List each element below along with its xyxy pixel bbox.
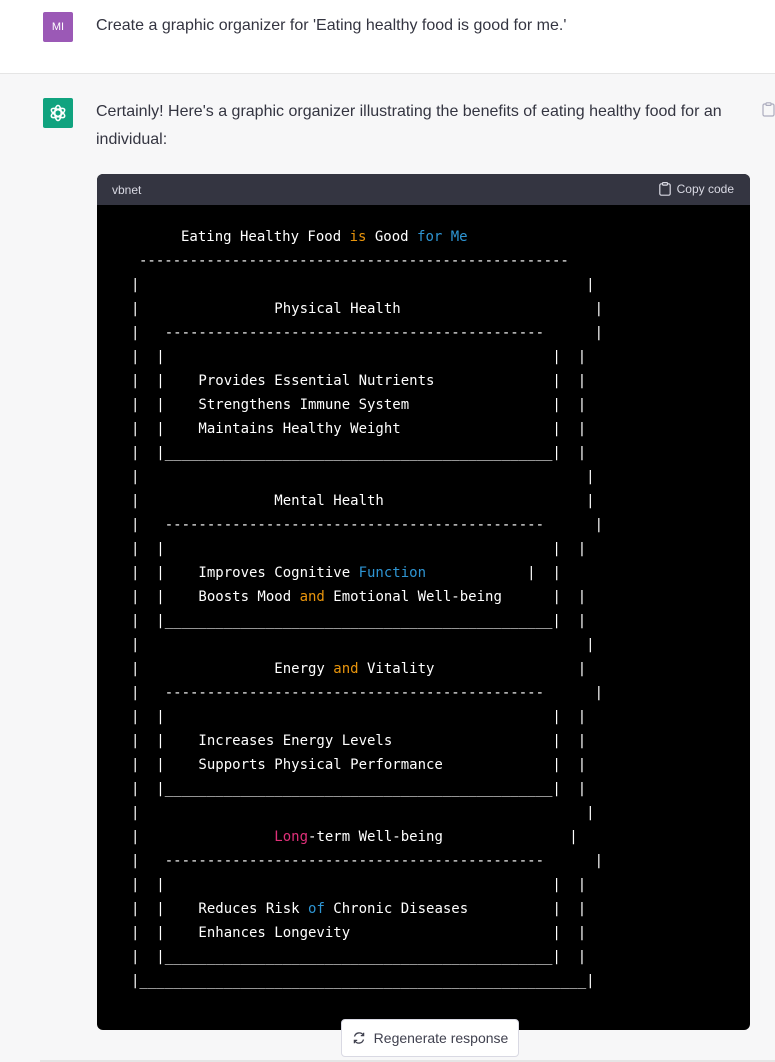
code-token: | | Strengthens Immune System | | [131, 397, 587, 413]
code-token: Function [358, 565, 427, 581]
clipboard-icon [659, 182, 671, 196]
code-token: | | [131, 469, 595, 485]
code-token: Me [450, 229, 468, 245]
clipboard-icon[interactable] [762, 102, 775, 117]
code-token: | | Supports Physical Performance | | [131, 757, 587, 773]
code-line [131, 731, 586, 751]
assistant-avatar [43, 98, 73, 128]
code-token: | --------------------------------------------- | [131, 685, 604, 701]
code-token: |_____________________________________________________| [131, 973, 595, 989]
code-line [181, 227, 468, 247]
code-line [131, 803, 595, 823]
code-line [131, 323, 603, 343]
code-token: | --------------------------------------------- | [131, 325, 604, 341]
code-token: | |______________________________________________| | [131, 949, 587, 965]
code-line [131, 635, 595, 655]
code-token: | Energy [131, 661, 334, 677]
code-line [131, 275, 595, 295]
code-line [131, 947, 586, 967]
code-line [131, 755, 586, 775]
code-line [131, 779, 586, 799]
code-token: | | | | [131, 349, 587, 365]
openai-logo-icon [48, 103, 68, 123]
code-token: | | [131, 805, 595, 821]
code-token: | | Boosts Mood [131, 589, 300, 605]
assistant-message-text: Certainly! Here's a graphic organizer illustrating the benefits of eating healthy food for an individual: [96, 103, 722, 148]
code-line [131, 299, 603, 319]
copy-code-label: Copy code [676, 182, 734, 196]
code-token [442, 229, 450, 245]
code-line [131, 467, 595, 487]
copy-code-button[interactable] [659, 182, 734, 196]
code-token: and [333, 661, 359, 677]
code-token: | | [426, 565, 561, 581]
code-line [131, 875, 586, 895]
code-line [131, 371, 586, 391]
code-line [131, 491, 595, 511]
code-token: for [417, 229, 443, 245]
code-token: | | Maintains Healthy Weight | | [131, 421, 587, 437]
code-token: | | Reduces Risk [131, 901, 309, 917]
code-token: --------------------------------------------------- [139, 253, 569, 269]
code-token: | | [131, 277, 595, 293]
code-token: Good [366, 229, 418, 245]
code-token: | --------------------------------------------- | [131, 853, 604, 869]
code-token: Vitality | [358, 661, 587, 677]
code-token: of [308, 901, 325, 917]
code-line [131, 539, 586, 559]
code-token: | | Provides Essential Nutrients | | [131, 373, 587, 389]
code-token: | --------------------------------------------- | [131, 517, 604, 533]
code-line [131, 707, 586, 727]
code-token: Emotional Well-being | | [324, 589, 587, 605]
code-line [131, 611, 586, 631]
code-token: | |______________________________________________| | [131, 781, 587, 797]
code-token: and [299, 589, 325, 605]
code-token: | [131, 829, 275, 845]
code-line [131, 347, 586, 367]
code-line [131, 587, 586, 607]
code-token: | Mental Health | [131, 493, 595, 509]
user-message-row [0, 0, 775, 74]
code-token: | Physical Health | [131, 301, 604, 317]
code-token: | |______________________________________________| | [131, 445, 587, 461]
code-header [97, 174, 750, 205]
code-line [131, 563, 561, 583]
code-language-label: vbnet [112, 183, 142, 197]
code-token: | | | | [131, 541, 587, 557]
code-token: -term Well-being | [308, 829, 578, 845]
code-line [131, 683, 603, 703]
code-token: | | | | [131, 709, 587, 725]
user-message-text: Create a graphic organizer for 'Eating healthy food is good for me.' [96, 17, 567, 34]
regenerate-label: Regenerate response [373, 1030, 509, 1046]
code-line [131, 419, 586, 439]
code-token: Long [274, 829, 309, 845]
code-block [97, 174, 750, 1030]
code-token: Eating Healthy Food [181, 229, 350, 245]
regenerate-response-button[interactable] [341, 1019, 519, 1057]
code-line [131, 923, 586, 943]
code-token: | |______________________________________________| | [131, 613, 587, 629]
code-token: | | [131, 637, 595, 653]
code-line [131, 395, 586, 415]
code-line [131, 659, 586, 679]
code-line [131, 827, 578, 847]
refresh-icon [352, 1031, 366, 1045]
code-line [131, 899, 586, 919]
code-token: | | Improves Cognitive [131, 565, 359, 581]
user-avatar: MI [43, 12, 73, 42]
code-token: Chronic Diseases | | [324, 901, 587, 917]
code-token: | | Enhances Longevity | | [131, 925, 587, 941]
code-line [131, 971, 595, 991]
code-line [131, 851, 603, 871]
code-token: | | Increases Energy Levels | | [131, 733, 587, 749]
code-line [139, 251, 569, 271]
code-token: is [349, 229, 367, 245]
code-line [131, 443, 586, 463]
code-token: | | | | [131, 877, 587, 893]
code-line [131, 515, 603, 535]
